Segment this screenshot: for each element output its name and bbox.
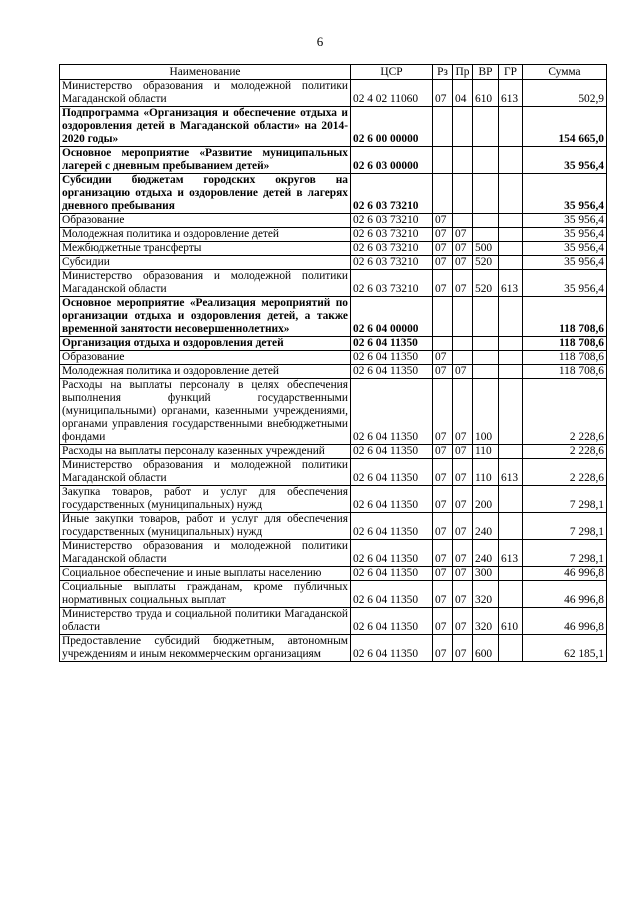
table-row: [60, 351, 607, 365]
name-cell: Министерство образования и молодежной политики Магаданской области: [60, 540, 351, 567]
vr-cell: [473, 351, 499, 365]
name-cell: Министерство труда и социальной политики Магаданской области: [60, 608, 351, 635]
csr-cell: 02 6 04 11350: [351, 337, 433, 351]
gr-cell: [499, 581, 523, 608]
gr-cell: [499, 147, 523, 174]
gr-cell: [499, 365, 523, 379]
vr-cell: 100: [473, 379, 499, 445]
pr-cell: 07: [453, 581, 473, 608]
csr-cell: 02 6 03 73210: [351, 214, 433, 228]
pr-cell: [453, 297, 473, 337]
vr-cell: [473, 365, 499, 379]
pr-cell: [453, 214, 473, 228]
vr-cell: 240: [473, 540, 499, 567]
gr-cell: [499, 107, 523, 147]
pr-cell: [453, 107, 473, 147]
gr-cell: [499, 567, 523, 581]
csr-cell: 02 6 04 11350: [351, 379, 433, 445]
name-cell: Расходы на выплаты персоналу казенных учреждений: [60, 445, 351, 459]
rz-cell: 07: [433, 567, 453, 581]
csr-cell: 02 6 03 73210: [351, 256, 433, 270]
vr-cell: [473, 337, 499, 351]
csr-cell: 02 6 04 11350: [351, 608, 433, 635]
rz-cell: 07: [433, 459, 453, 486]
csr-cell: 02 6 03 73210: [351, 270, 433, 297]
name-cell: Социальные выплаты гражданам, кроме публичных нормативных социальных выплат: [60, 581, 351, 608]
gr-cell: [499, 635, 523, 662]
gr-cell: [499, 256, 523, 270]
gr-cell: [499, 228, 523, 242]
gr-cell: 610: [499, 608, 523, 635]
name-cell: Субсидии бюджетам городских округов на организацию отдыха и оздоровление детей в лагерях дневного пребывания: [60, 174, 351, 214]
csr-cell: 02 6 04 11350: [351, 365, 433, 379]
sum-cell: 7 298,1: [523, 513, 607, 540]
name-cell: Молодежная политика и оздоровление детей: [60, 228, 351, 242]
rz-cell: 07: [433, 486, 453, 513]
gr-cell: [499, 174, 523, 214]
rz-cell: 07: [433, 228, 453, 242]
sum-cell: 2 228,6: [523, 459, 607, 486]
table-row: [60, 581, 607, 608]
sum-cell: 118 708,6: [523, 337, 607, 351]
pr-cell: 07: [453, 445, 473, 459]
table-row: [60, 365, 607, 379]
pr-cell: [453, 351, 473, 365]
table-row: [60, 567, 607, 581]
header-pr: Пр: [453, 65, 473, 80]
rz-cell: 07: [433, 270, 453, 297]
sum-cell: 46 996,8: [523, 608, 607, 635]
name-cell: Министерство образования и молодежной политики Магаданской области: [60, 270, 351, 297]
name-cell: Министерство образования и молодежной политики Магаданской области: [60, 459, 351, 486]
vr-cell: [473, 214, 499, 228]
sum-cell: 46 996,8: [523, 567, 607, 581]
name-cell: Основное мероприятие «Развитие муниципальных лагерей с дневным пребыванием детей»: [60, 147, 351, 174]
vr-cell: 240: [473, 513, 499, 540]
table-row: [60, 107, 607, 147]
vr-cell: 520: [473, 270, 499, 297]
header-vr: ВР: [473, 65, 499, 80]
sum-cell: 7 298,1: [523, 486, 607, 513]
vr-cell: 320: [473, 581, 499, 608]
csr-cell: 02 6 03 00000: [351, 147, 433, 174]
gr-cell: [499, 379, 523, 445]
rz-cell: [433, 297, 453, 337]
table-row: [60, 337, 607, 351]
table-row: [60, 270, 607, 297]
table-row: [60, 486, 607, 513]
name-cell: Молодежная политика и оздоровление детей: [60, 365, 351, 379]
rz-cell: 07: [433, 540, 453, 567]
gr-cell: [499, 297, 523, 337]
rz-cell: [433, 174, 453, 214]
name-cell: Иные закупки товаров, работ и услуг для обеспечения государственных (муниципальных) нужд: [60, 513, 351, 540]
pr-cell: 07: [453, 242, 473, 256]
vr-cell: [473, 174, 499, 214]
pr-cell: 07: [453, 379, 473, 445]
name-cell: Социальное обеспечение и иные выплаты населению: [60, 567, 351, 581]
csr-cell: 02 6 04 11350: [351, 445, 433, 459]
table-row: [60, 147, 607, 174]
name-cell: Организация отдыха и оздоровления детей: [60, 337, 351, 351]
name-cell: Основное мероприятие «Реализация мероприятий по организации отдыха и оздоровления детей, а также временной занятости несовершеннолетних»: [60, 297, 351, 337]
rz-cell: 07: [433, 365, 453, 379]
budget-table: [59, 64, 607, 662]
sum-cell: 35 956,4: [523, 242, 607, 256]
vr-cell: [473, 297, 499, 337]
name-cell: Подпрограмма «Организация и обеспечение отдыха и оздоровления детей в Магаданской области» на 2014-2020 годы»: [60, 107, 351, 147]
pr-cell: 07: [453, 486, 473, 513]
table-row: [60, 80, 607, 107]
table-row: [60, 214, 607, 228]
csr-cell: 02 6 03 73210: [351, 228, 433, 242]
sum-cell: 118 708,6: [523, 365, 607, 379]
pr-cell: 07: [453, 270, 473, 297]
table-row: [60, 297, 607, 337]
name-cell: Субсидии: [60, 256, 351, 270]
sum-cell: 35 956,4: [523, 270, 607, 297]
gr-cell: 613: [499, 540, 523, 567]
rz-cell: [433, 107, 453, 147]
csr-cell: 02 6 04 11350: [351, 513, 433, 540]
sum-cell: 154 665,0: [523, 107, 607, 147]
table-row: [60, 635, 607, 662]
header-sum: Сумма: [523, 65, 607, 80]
vr-cell: [473, 107, 499, 147]
csr-cell: 02 6 04 11350: [351, 486, 433, 513]
gr-cell: 613: [499, 270, 523, 297]
vr-cell: [473, 228, 499, 242]
csr-cell: 02 6 04 11350: [351, 581, 433, 608]
vr-cell: 110: [473, 445, 499, 459]
gr-cell: [499, 214, 523, 228]
header-gr: ГР: [499, 65, 523, 80]
csr-cell: 02 6 04 11350: [351, 567, 433, 581]
rz-cell: 07: [433, 242, 453, 256]
csr-cell: 02 6 04 11350: [351, 459, 433, 486]
sum-cell: 35 956,4: [523, 174, 607, 214]
page-number: 6: [316, 34, 324, 49]
sum-cell: 118 708,6: [523, 351, 607, 365]
rz-cell: 07: [433, 379, 453, 445]
sum-cell: 46 996,8: [523, 581, 607, 608]
table-row: [60, 174, 607, 214]
sum-cell: 62 185,1: [523, 635, 607, 662]
csr-cell: 02 6 04 11350: [351, 635, 433, 662]
rz-cell: 07: [433, 635, 453, 662]
csr-cell: 02 6 03 73210: [351, 242, 433, 256]
table-row: [60, 608, 607, 635]
vr-cell: [473, 147, 499, 174]
name-cell: Образование: [60, 351, 351, 365]
rz-cell: [433, 337, 453, 351]
csr-cell: 02 6 04 11350: [351, 540, 433, 567]
sum-cell: 502,9: [523, 80, 607, 107]
vr-cell: 300: [473, 567, 499, 581]
header-csr: ЦСР: [351, 65, 433, 80]
rz-cell: [433, 147, 453, 174]
table-row: [60, 459, 607, 486]
rz-cell: 07: [433, 351, 453, 365]
pr-cell: 07: [453, 365, 473, 379]
gr-cell: [499, 513, 523, 540]
name-cell: Образование: [60, 214, 351, 228]
sum-cell: 35 956,4: [523, 147, 607, 174]
sum-cell: 2 228,6: [523, 445, 607, 459]
sum-cell: 2 228,6: [523, 379, 607, 445]
name-cell: Закупка товаров, работ и услуг для обеспечения государственных (муниципальных) нужд: [60, 486, 351, 513]
vr-cell: 500: [473, 242, 499, 256]
rz-cell: 07: [433, 581, 453, 608]
table-row: [60, 379, 607, 445]
vr-cell: 520: [473, 256, 499, 270]
sum-cell: 7 298,1: [523, 540, 607, 567]
gr-cell: [499, 351, 523, 365]
sum-cell: 35 956,4: [523, 214, 607, 228]
name-cell: Межбюджетные трансферты: [60, 242, 351, 256]
rz-cell: 07: [433, 256, 453, 270]
gr-cell: [499, 242, 523, 256]
vr-cell: 610: [473, 80, 499, 107]
vr-cell: 110: [473, 459, 499, 486]
csr-cell: 02 4 02 11060: [351, 80, 433, 107]
rz-cell: 07: [433, 445, 453, 459]
table-row: [60, 242, 607, 256]
name-cell: Предоставление субсидий бюджетным, автономным учреждениям и иным некоммерческим организациям: [60, 635, 351, 662]
gr-cell: [499, 486, 523, 513]
gr-cell: [499, 337, 523, 351]
pr-cell: [453, 147, 473, 174]
name-cell: Расходы на выплаты персоналу в целях обеспечения выполнения функций государственными (муниципальными) органами, казенными учреждениями, органами управления государственными внебюджетными фондами: [60, 379, 351, 445]
gr-cell: 613: [499, 459, 523, 486]
table-row: [60, 445, 607, 459]
table-header-row: [60, 65, 607, 80]
rz-cell: 07: [433, 80, 453, 107]
pr-cell: 07: [453, 256, 473, 270]
pr-cell: 07: [453, 608, 473, 635]
header-name: Наименование: [60, 65, 351, 80]
pr-cell: [453, 337, 473, 351]
sum-cell: 118 708,6: [523, 297, 607, 337]
table-row: [60, 228, 607, 242]
header-rz: Рз: [433, 65, 453, 80]
csr-cell: 02 6 00 00000: [351, 107, 433, 147]
rz-cell: 07: [433, 608, 453, 635]
name-cell: Министерство образования и молодежной политики Магаданской области: [60, 80, 351, 107]
pr-cell: 07: [453, 540, 473, 567]
vr-cell: 320: [473, 608, 499, 635]
table-row: [60, 256, 607, 270]
table-row: [60, 513, 607, 540]
gr-cell: 613: [499, 80, 523, 107]
pr-cell: 07: [453, 513, 473, 540]
pr-cell: 07: [453, 567, 473, 581]
sum-cell: 35 956,4: [523, 256, 607, 270]
sum-cell: 35 956,4: [523, 228, 607, 242]
table-row: [60, 540, 607, 567]
rz-cell: 07: [433, 513, 453, 540]
gr-cell: [499, 445, 523, 459]
csr-cell: 02 6 04 00000: [351, 297, 433, 337]
csr-cell: 02 6 03 73210: [351, 174, 433, 214]
pr-cell: 07: [453, 228, 473, 242]
rz-cell: 07: [433, 214, 453, 228]
pr-cell: 04: [453, 80, 473, 107]
vr-cell: 600: [473, 635, 499, 662]
pr-cell: 07: [453, 459, 473, 486]
vr-cell: 200: [473, 486, 499, 513]
pr-cell: 07: [453, 635, 473, 662]
csr-cell: 02 6 04 11350: [351, 351, 433, 365]
pr-cell: [453, 174, 473, 214]
